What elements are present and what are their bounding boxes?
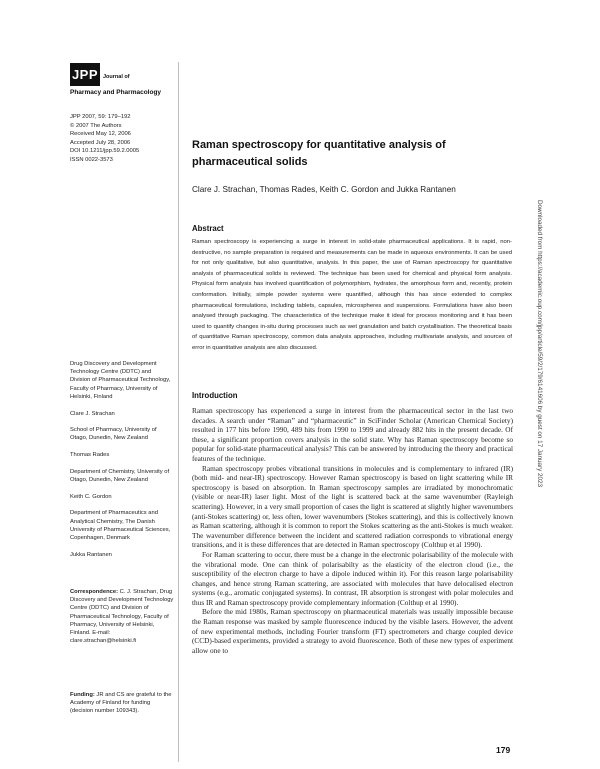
download-watermark-text: Downloaded from https://academic.oup.com/jpp/article/59/2/179/6141606 by guest on 17 January 2023 [536, 200, 543, 488]
paragraph: Raman spectroscopy probes vibrational transitions in molecules and is complementary to infrared (IR) (both mid- and near-IR) spectroscopy. However Raman spectroscopy is based on light scattering while IR spectroscopy is based on absorption. In Raman spectroscopy samples are irradiated by monochromatic (visible or near-IR) laser light. Most of the light is scattered back at the same wavenumber (Rayleigh scattering). However, in a very small proportion of cases the light is scattered at slightly higher wavenumbers (anti-Stokes scattering) or, less often, lower wavenumbers (Stokes scattering), and this is collectively known as Raman scattering, although it is common to report the Stokes scattering as the anti-Stokes is much weaker. The wavenumber difference between the incident and scattered radiation corresponds to vibrational energy transitions, and it is these differences that are detected in Raman spectroscopy (Colthup et al 1990). [192, 463, 513, 550]
affiliation: Drug Discovery and Development Technology Centre (DDTC) and Division of Pharmaceutical Technology, Faculty of Pharmacy, University of Helsinki, Finland [70, 361, 171, 400]
correspondence [70, 588, 174, 645]
introduction-body [192, 406, 513, 655]
abstract-text: Raman spectroscopy is experiencing a surge in interest in solid-state pharmaceutical applications. It is rapid, non-destructive, no sample preparation is required and measurements can be made in aqueous environments. It can be used for not only qualitative, but also quantitative, analysis. In this paper, the use of Raman spectroscopy for quantitative analysis of pharmaceutical solids is reviewed. The technique has been used for chemical and physical form analysis. Physical form analysis has involved quantification of polymorphism, hydrates, the amorphous form and, recently, protein conformation. Initially, simple powder systems were quantified, although this has since extended to complex pharmaceutical formulations, including tablets, capsules, microspheres and suspensions. Formulations have also been analysed through packaging. The characteristics of the technique make it ideal for process monitoring and it has been used to quantify changes in-situ during processes such as wet granulation and batch crystallisation. The theoretical basis of quantitative Raman spectroscopy, common data analysis approaches, including multivariate analysis, and sources of error in quantitative analysis are also discussed. [192, 239, 512, 351]
column-divider [178, 62, 179, 762]
correspondence-text: C. J. Strachan, Drug Discovery and Development Technology Centre (DDTC) and Division of Pharmaceutical Technology, Faculty of Pharmacy, University of Helsinki, Finland. E-mail: clare.strachan@helsinki.fi [70, 589, 174, 645]
doi[interactable]: DOI 10.1211/jpp.59.2.0005 [70, 148, 140, 155]
download-watermark [531, 200, 545, 580]
copyright: © 2007 The Authors [70, 122, 122, 129]
author-list: Clare J. Strachan, Thomas Rades, Keith C. Gordon and Jukka Rantanen [192, 185, 456, 194]
affiliation: Department of Pharmaceutics and Analytical Chemistry, The Danish University of Pharmaceutical Sciences, Copenhagen, Denmark [70, 510, 171, 542]
affiliation-author: Keith C. Gordon [70, 493, 112, 500]
journal-name-line2: Pharmacy and Pharmacology [70, 89, 162, 96]
paragraph: Raman spectroscopy has experienced a surge in interest from the pharmaceutical sector in the last two decades. A search under “Raman” and “pharmaceutic” in SciFinder Scholar (American Chemical Society) resulted in 177 hits before 1990, 489 hits from 1990 to 1999 and already 882 hits in the present decade. Of these, a significant proportion covers analysis in the solid state. Why has Raman spectroscopy become so popular for solid-state pharmaceutical analysis? This can be answered by introducing the theory and practical features of the technique. [192, 406, 513, 463]
affiliation: School of Pharmacy, University of Otago, Dunedin, New Zealand [70, 427, 157, 442]
affiliation-author: Jukka Rantanen [70, 551, 112, 558]
affiliation: Department of Chemistry, University of Otago, Dunedin, New Zealand [70, 468, 170, 484]
page-number: 179 [496, 745, 511, 755]
paragraph: Before the mid 1980s, Raman spectroscopy on pharmaceutical materials was usually impossible because the Raman response was masked by sample fluorescence induced by the visible lasers. However, the advent of new experimental methods, including Fourier transform (FT) spectrometers and charge coupled device (CCD)-based experiments, provided a strategy to avoid fluorescence. Both of these new types of experiment allow one to [192, 607, 513, 655]
journal-logo: JPP [70, 63, 100, 86]
citation: JPP 2007, 59: 179–192 [70, 114, 131, 120]
affiliations [70, 360, 172, 567]
article-metadata [70, 113, 170, 165]
correspondence-label: Correspondence: [70, 589, 118, 595]
funding-text: JR and CS are grateful to the Academy of Finland for funding (decision number 109343). [70, 692, 172, 715]
received-date: Received May 12, 2006 [70, 131, 131, 138]
affiliation-author: Thomas Rades [70, 452, 110, 459]
journal-name-line1: Journal of [103, 74, 130, 80]
abstract-heading: Abstract [192, 224, 224, 233]
funding [70, 691, 174, 716]
article-title: Raman spectroscopy for quantitative analysis of pharmaceutical solids [192, 139, 446, 168]
issn: ISSN 0022-3573 [70, 156, 113, 163]
accepted-date: Accepted July 28, 2006 [70, 139, 131, 146]
paragraph: For Raman scattering to occur, there must be a change in the electronic polarisability of the molecule with the vibrational mode. One can think of polarisabilty as the elasticity of the electron cloud (i.e., the susceptibility of the electron charge to have a dipole induced within it). For this reason large polarisability changes, and hence strong Raman scattering, are associated with molecules that have delocalised electron systems (e.g., aromatic conjugated systems). In contrast, IR absorption is strongest with polar molecules and thus IR and Raman spectroscopy provide complementary information (Colthup et al 1990). [192, 549, 513, 607]
introduction-heading: Introduction [192, 391, 238, 400]
funding-label: Funding: [70, 692, 95, 698]
affiliation-author: Clare J. Strachan [70, 410, 115, 417]
